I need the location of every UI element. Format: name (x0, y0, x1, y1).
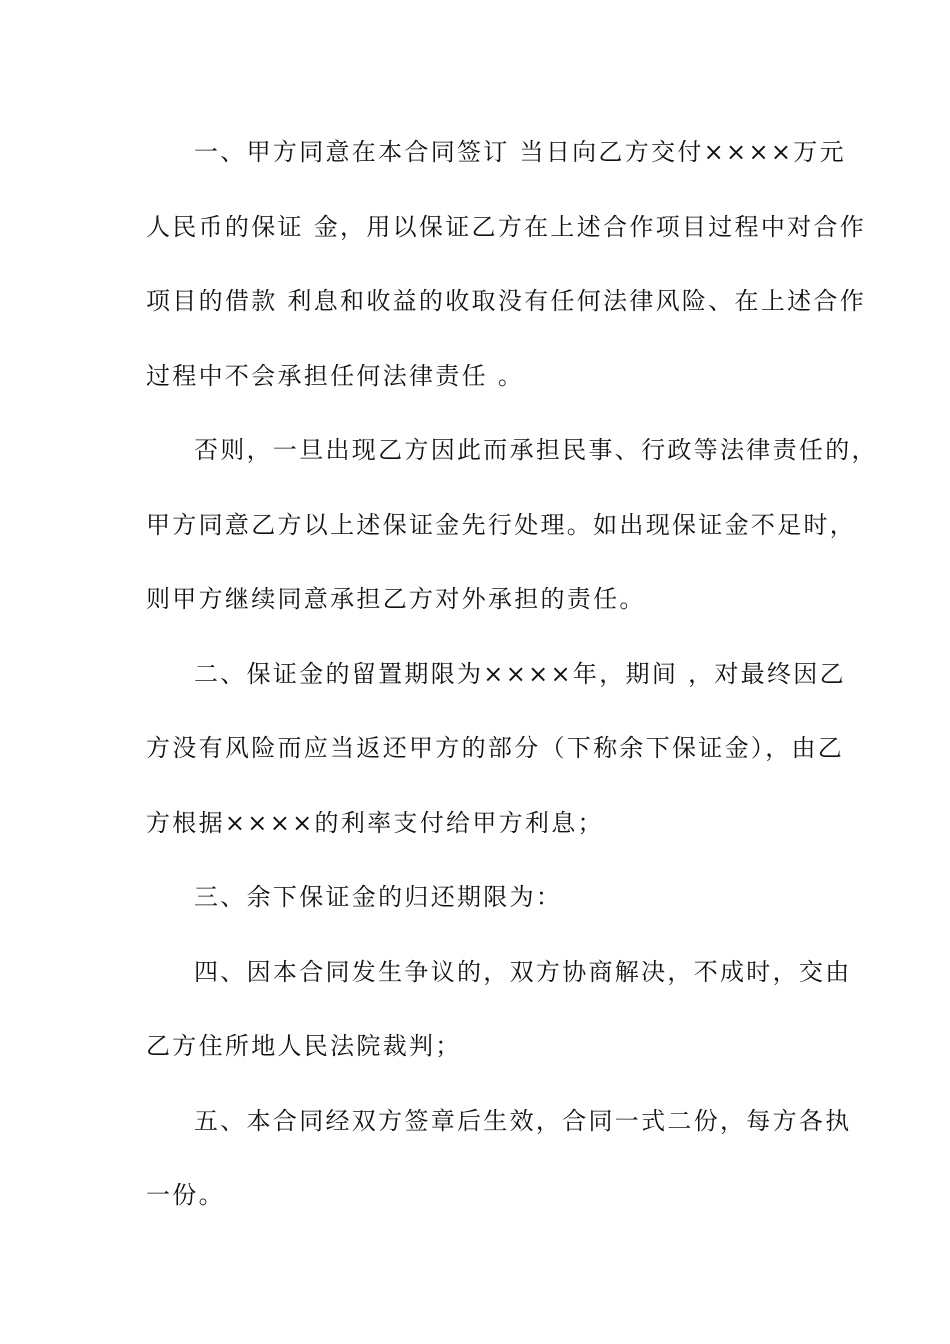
text-line: 方根据××××的利率支付给甲方利息； (146, 808, 604, 837)
paragraph-retention-period (146, 637, 846, 861)
text-line: 否则，一旦出现乙方因此而承担民事、行政等法律责任的， (194, 436, 878, 464)
text-line: 人民币的保证 金，用以保证乙方在上述合作项目过程中对合作 (146, 212, 867, 241)
document-body (146, 115, 878, 1233)
paragraph-dispute (146, 935, 852, 1084)
text-line: 则甲方继续同意承担乙方对外承担的责任。 (146, 585, 646, 613)
text-line: 过程中不会承担任何法律责任 。 (146, 361, 525, 390)
paragraph-liability (146, 413, 878, 637)
text-line: 一、甲方同意在本合同签订 当日向乙方交付××××万元 (194, 138, 846, 166)
text-line: 四、因本合同发生争议的，双方协商解决，不成时，交由 (194, 957, 852, 986)
paragraph-deposit-payment (146, 115, 867, 413)
paragraph-effectiveness (146, 1084, 852, 1233)
text-line: 甲方同意乙方以上述保证金先行处理。如出现保证金不足时， (146, 510, 857, 539)
text-line: 乙方住所地人民法院裁判； (146, 1032, 462, 1060)
text-line: 一份。 (146, 1181, 225, 1209)
text-line: 项目的借款 利息和收益的收取没有任何法律风险、在上述合作 (146, 287, 867, 315)
text-line: 二、保证金的留置期限为××××年，期间 ，对最终因乙 (194, 659, 846, 688)
text-line: 方没有风险而应当返还甲方的部分（下称余下保证金），由乙 (146, 734, 845, 762)
text-line: 五、本合同经双方签章后生效，合同一式二份，每方各执 (194, 1106, 852, 1135)
paragraph-return-period (146, 860, 806, 935)
text-line: 三、余下保证金的归还期限为： (194, 883, 563, 911)
